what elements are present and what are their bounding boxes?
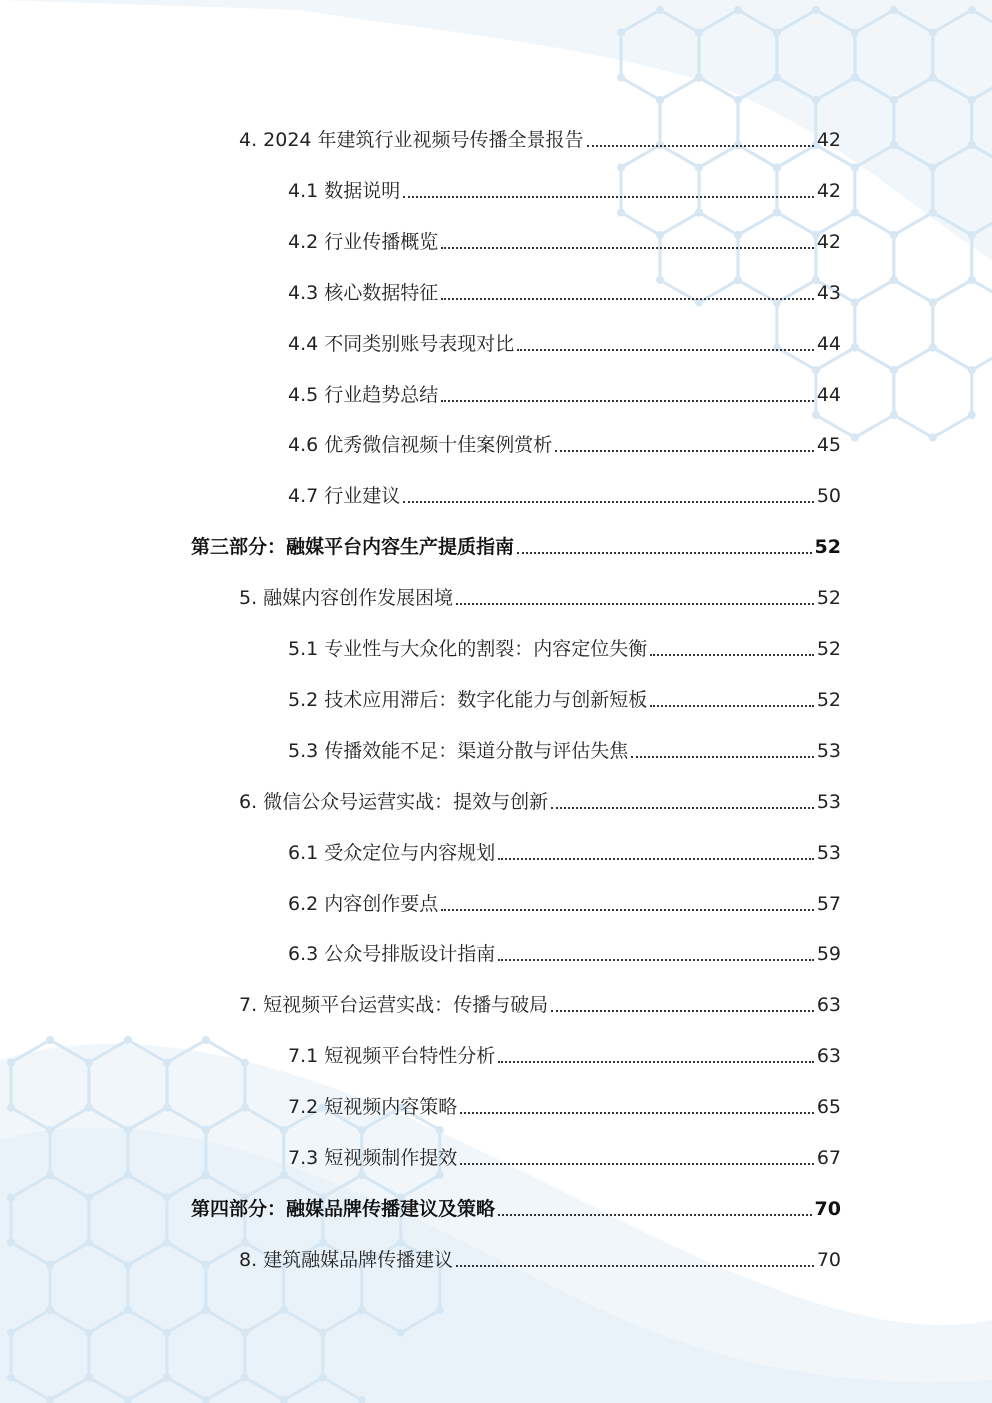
toc-dot-leader: [498, 858, 814, 860]
toc-dot-leader: [456, 1265, 814, 1267]
toc-page-number: 67: [816, 1147, 841, 1169]
toc-entry[interactable]: [239, 1244, 841, 1272]
toc-entry-title: 4.1 数据说明: [288, 179, 401, 202]
toc-entry[interactable]: [288, 379, 841, 407]
toc-entry[interactable]: [288, 735, 841, 763]
toc-entry[interactable]: [288, 1142, 841, 1170]
toc-entry-title: 6.3 公众号排版设计指南: [288, 943, 496, 966]
toc-dot-leader: [498, 1214, 812, 1216]
toc-entry-title: 6.1 受众定位与内容规划: [288, 841, 496, 864]
toc-dot-leader: [441, 909, 814, 911]
toc-page-number: 70: [816, 1248, 841, 1271]
toc-dot-leader: [441, 400, 814, 402]
toc-entry[interactable]: [288, 226, 841, 254]
toc-entry-title: 7. 短视频平台运营实战：传播与破局: [239, 994, 549, 1017]
toc-dot-leader: [587, 145, 814, 147]
toc-entry-title: 5.2 技术应用滞后：数字化能力与创新短板: [288, 688, 648, 711]
toc-entry[interactable]: [239, 786, 841, 814]
toc-entry-title: 第三部分：融媒平台内容生产提质指南: [191, 536, 515, 559]
toc-entry[interactable]: [191, 531, 841, 559]
toc-page-number: 53: [816, 739, 841, 762]
toc-dot-leader: [460, 1163, 814, 1165]
toc-entry-title: 4.3 核心数据特征: [288, 281, 439, 304]
toc-dot-leader: [403, 501, 814, 503]
toc-entry-title: 6.2 内容创作要点: [288, 892, 439, 915]
toc-dot-leader: [498, 1061, 814, 1063]
toc-entry-title: 4. 2024 年建筑行业视频号传播全景报告: [239, 129, 584, 151]
toc-entry[interactable]: [288, 328, 841, 356]
toc-entry[interactable]: [288, 277, 841, 305]
toc-dot-leader: [517, 349, 814, 351]
toc-entry[interactable]: [288, 480, 841, 508]
toc-dot-leader: [460, 1112, 814, 1114]
toc-page-number: 52: [816, 638, 841, 660]
toc-entry[interactable]: [288, 888, 841, 916]
toc-page-number: 52: [816, 587, 841, 610]
toc-entry[interactable]: [191, 1193, 841, 1221]
toc-page-number: 42: [816, 230, 841, 253]
toc-entry-title: 5.3 传播效能不足：渠道分散与评估失焦: [288, 739, 629, 762]
toc-page-number: 57: [816, 892, 841, 915]
toc-dot-leader: [441, 247, 814, 249]
toc-entry-title: 8. 建筑融媒品牌传播建议: [239, 1248, 454, 1271]
toc-entry[interactable]: [288, 633, 841, 661]
toc-entry[interactable]: [288, 429, 841, 457]
toc-entry-title: 4.6 优秀微信视频十佳案例赏析: [288, 434, 553, 457]
toc-page-number: 44: [816, 332, 841, 355]
toc-entry-title: 7.2 短视频内容策略: [288, 1096, 458, 1119]
toc-page-number: 43: [816, 281, 841, 304]
toc-entry-title: 4.4 不同类别账号表现对比: [288, 332, 515, 355]
toc-page-number: 50: [816, 485, 841, 508]
toc-page-number: 53: [816, 841, 841, 864]
toc-entry-title: 7.3 短视频制作提效: [288, 1147, 458, 1169]
toc-entry[interactable]: [239, 989, 841, 1017]
toc-dot-leader: [441, 298, 814, 300]
toc-entry[interactable]: [288, 837, 841, 865]
toc-page-number: 52: [814, 536, 841, 559]
toc-page-number: 53: [816, 790, 841, 813]
toc-page-number: 63: [816, 994, 841, 1017]
toc-entry-title: 4.2 行业传播概览: [288, 230, 439, 253]
toc-page-number: 45: [816, 434, 841, 457]
toc-dot-leader: [517, 552, 812, 554]
toc-entry[interactable]: [288, 1040, 841, 1068]
toc-dot-leader: [403, 196, 814, 198]
toc-entry-title: 4.5 行业趋势总结: [288, 383, 439, 406]
toc-dot-leader: [650, 705, 814, 707]
toc-dot-leader: [498, 959, 814, 961]
toc-dot-leader: [551, 1010, 814, 1012]
toc-page-number: 70: [814, 1197, 841, 1220]
toc-entry[interactable]: [288, 175, 841, 203]
toc-entry[interactable]: [239, 124, 841, 152]
toc-entry[interactable]: [288, 684, 841, 712]
toc-page-number: 44: [816, 383, 841, 406]
toc-entry-title: 7.1 短视频平台特性分析: [288, 1045, 496, 1068]
toc-entry-title: 5. 融媒内容创作发展困境: [239, 587, 454, 610]
toc-entry-title: 6. 微信公众号运营实战：提效与创新: [239, 790, 549, 813]
toc-dot-leader: [551, 807, 814, 809]
toc-page-number: 65: [816, 1096, 841, 1119]
toc-dot-leader: [555, 450, 814, 452]
toc-page-number: 59: [816, 943, 841, 966]
toc-entry[interactable]: [239, 582, 841, 610]
toc-dot-leader: [631, 756, 814, 758]
toc-entry[interactable]: [288, 938, 841, 966]
toc-page-number: 52: [816, 688, 841, 711]
toc-entry-title: 5.1 专业性与大众化的割裂：内容定位失衡: [288, 638, 648, 660]
toc-dot-leader: [650, 654, 814, 656]
toc-entry-title: 第四部分：融媒品牌传播建议及策略: [191, 1197, 496, 1220]
toc-page-number: 42: [816, 129, 841, 151]
toc-entry-title: 4.7 行业建议: [288, 485, 401, 508]
toc-page-number: 63: [816, 1045, 841, 1068]
toc-entry[interactable]: [288, 1091, 841, 1119]
toc-page-number: 42: [816, 179, 841, 202]
toc-dot-leader: [456, 603, 814, 605]
